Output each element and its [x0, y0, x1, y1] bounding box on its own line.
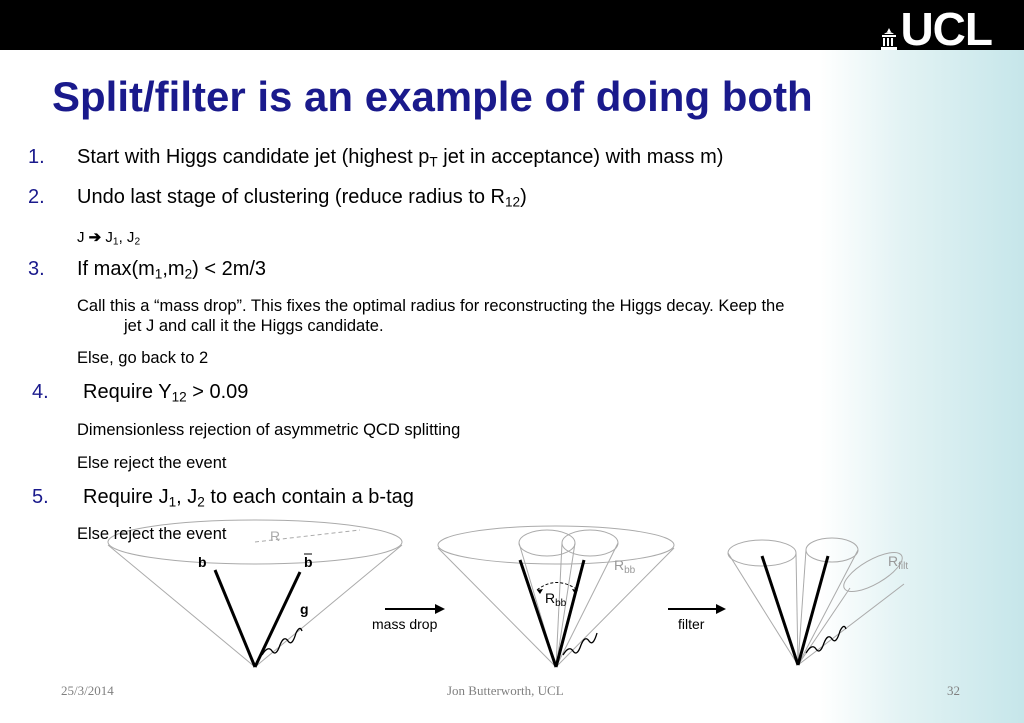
j-split-line: J ➔ $J_1$, $J_2$: [77, 229, 141, 248]
slide-title: Split/filter is an example of doing both: [52, 73, 813, 120]
cone-radius-label: R: [270, 528, 281, 544]
rbb-label-outer: $R_{bb}$: [614, 557, 636, 576]
step-number-3: 3.: [28, 258, 45, 280]
else-reject-1: Else reject the event: [77, 454, 227, 472]
filtered-cones: [728, 538, 908, 665]
rbb-label-inner: $R_{bb}$: [545, 590, 567, 609]
else-reject-2: Else reject the event: [77, 525, 227, 543]
logo-wordmark: UCL: [900, 3, 992, 55]
mass-drop-arrow: [372, 604, 445, 632]
mass-drop-explanation-line-1: Call this a “mass drop”. This fixes the optimal radius for reconstructing the Higgs decay. Keep the: [77, 297, 785, 315]
else-go-back: Else, go back to 2: [77, 349, 209, 367]
b-quark-line-2: [520, 560, 556, 667]
step-2-text: Undo last stage of clustering (reduce radius to $R_{12}$): [77, 186, 527, 210]
footer-page-number: 32: [947, 683, 960, 698]
step-number-1: 1.: [28, 146, 45, 168]
step-1-text: Start with Higgs candidate jet (highest $p_T$ jet in acceptance) with mass m): [77, 146, 724, 170]
step-number-5: 5.: [32, 486, 49, 508]
step-4-text: Require $Y_{12} > 0.09$: [83, 381, 249, 405]
mass-drop-explanation-line-2: jet J and call it the Higgs candidate.: [124, 317, 384, 335]
step-number-4: 4.: [32, 381, 49, 403]
right-arrow-icon: ➔: [88, 229, 102, 246]
rfilt-label: $R_{filt}$: [888, 553, 909, 572]
filter-arrow: [668, 604, 726, 632]
ucl-logo: [880, 3, 992, 55]
step-5-text: Require $J_1$, $J_2$ to each contain a b-tag: [83, 486, 414, 510]
step-3-text: If $\max(m_1,m_2) < 2m/3$: [77, 258, 267, 282]
gluon-label: g: [300, 601, 309, 617]
b-label: b: [198, 554, 207, 570]
dimensionless-rejection: Dimensionless rejection of asymmetric QCD splitting: [77, 421, 461, 439]
mass-drop-label: mass drop: [372, 616, 438, 632]
bbar-quark-line: [255, 572, 300, 667]
filter-label: filter: [678, 616, 705, 632]
footer-author: Jon Butterworth, UCL: [447, 683, 564, 698]
top-bar: [0, 0, 1024, 55]
bbar-label: b: [304, 554, 313, 570]
portico-icon: [880, 28, 898, 50]
step-number-2: 2.: [28, 186, 45, 208]
mass-drop-cone: [438, 526, 674, 667]
footer-date: 25/3/2014: [61, 683, 114, 698]
b-quark-line: [215, 570, 255, 667]
